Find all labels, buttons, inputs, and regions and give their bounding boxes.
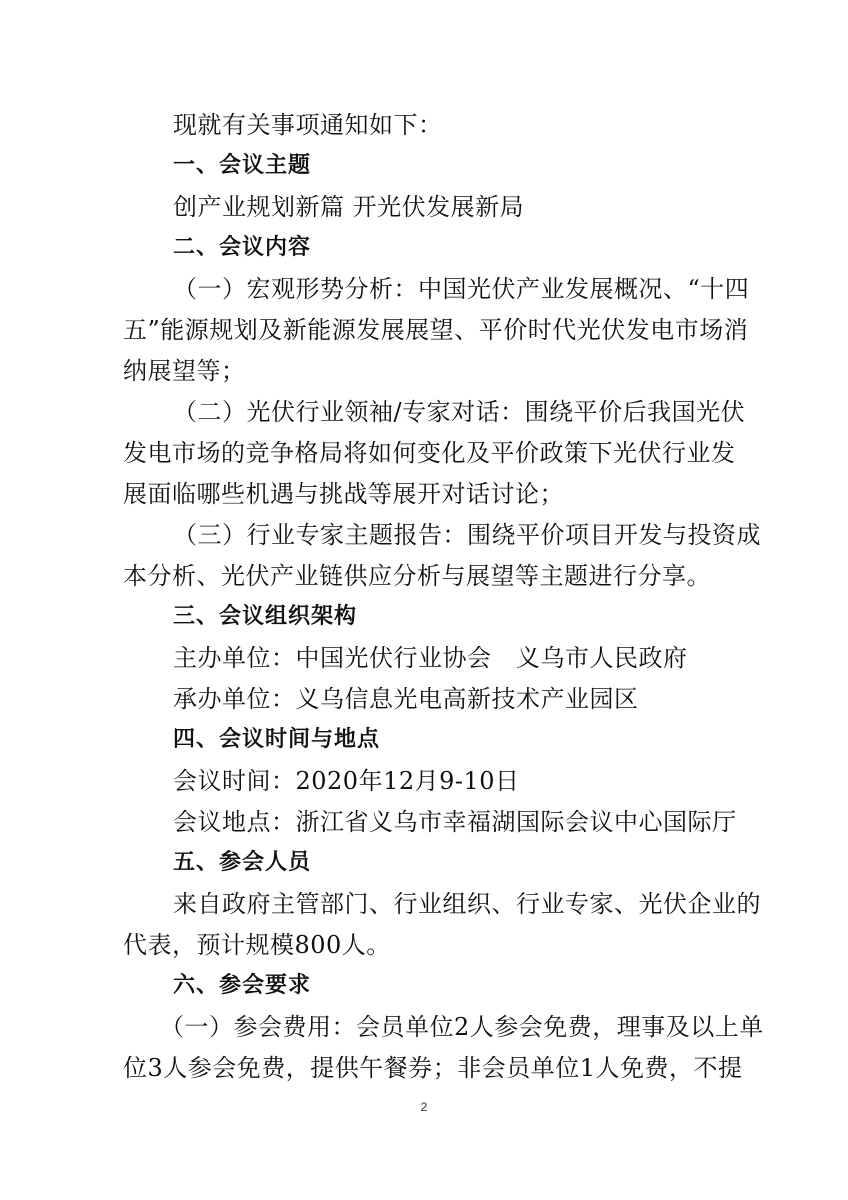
section-heading-1: 一、会议主题	[173, 153, 312, 178]
co-organizer-line: 承办单位：义乌信息光电高新技术产业园区	[173, 685, 639, 713]
section-heading-2: 二、会议内容	[173, 235, 312, 260]
meeting-venue: 会议地点：浙江省义乌市幸福湖国际会议中心国际厅	[173, 808, 737, 836]
section-heading-3: 三、会议组织架构	[173, 604, 358, 629]
attendees-line-1: 来自政府主管部门、行业组织、行业专家、光伏企业的	[173, 890, 761, 918]
section-heading-6: 六、参会要求	[173, 973, 312, 998]
content-item-2-line-1: （二）光伏行业领袖/专家对话：围绕平价后我国光伏	[173, 398, 746, 426]
content-item-2-line-3: 展面临哪些机遇与挑战等展开对话讨论；	[123, 480, 564, 508]
intro-line: 现就有关事项通知如下：	[173, 111, 443, 139]
content-item-2-line-2: 发电市场的竞争格局将如何变化及平价政策下光伏行业发	[123, 439, 736, 467]
requirements-line-1: （一）参会费用：会员单位2人参会免费，理事及以上单	[160, 1013, 764, 1041]
meeting-time: 会议时间：2020年12月9-10日	[173, 767, 520, 795]
requirements-line-2: 位3人参会免费，提供午餐券；非会员单位1人免费，不提	[123, 1054, 743, 1082]
section-heading-4: 四、会议时间与地点	[173, 727, 381, 752]
organizer-line: 主办单位：中国光伏行业协会 义乌市人民政府	[173, 644, 688, 672]
meeting-theme: 创产业规划新篇 开光伏发展新局	[173, 193, 525, 221]
content-item-3-line-2: 本分析、光伏产业链供应分析与展望等主题进行分享。	[123, 562, 711, 590]
section-heading-5: 五、参会人员	[173, 850, 312, 875]
content-item-1-line-2: 五”能源规划及新能源发展展望、平价时代光伏发电市场消	[123, 316, 749, 344]
content-item-3-line-1: （三）行业专家主题报告：围绕平价项目开发与投资成	[173, 521, 761, 549]
page-number: 2	[420, 1100, 428, 1114]
content-item-1-line-3: 纳展望等；	[123, 357, 246, 385]
attendees-line-2: 代表，预计规模800人。	[123, 931, 391, 959]
content-item-1-line-1: （一）宏观形势分析：中国光伏产业发展概况、“十四	[173, 275, 750, 303]
